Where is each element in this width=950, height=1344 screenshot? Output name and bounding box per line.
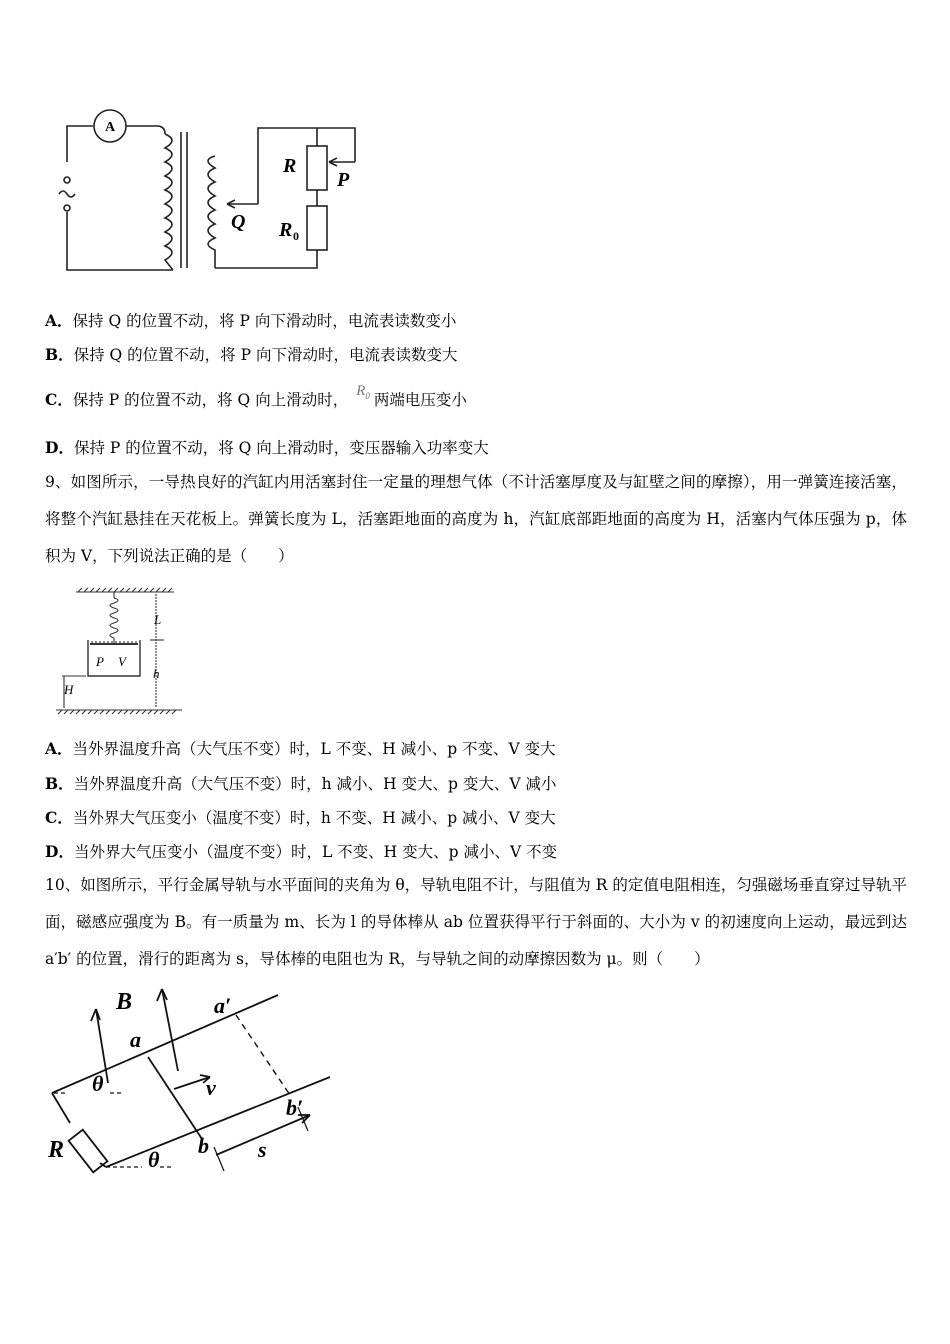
q10-stem: 10、如图所示，平行金属导轨与水平面间的夹角为 θ，导轨电阻不计，与阻值为 R 的定值电阻相连，匀强磁场垂直穿过导轨平面，磁感应强度为 B。有一质量为 m、长为 l 的导体棒从 ab 位置获得平行于斜面的、大小为 v 的初速度向上运动，最远到达 a′b′ 的位置，滑行的距离为 s，导体棒的电阻也为 R，与导轨之间的动摩擦因数为 μ。则（ ） xyxy=(45,876,907,968)
transformer-circuit-figure xyxy=(45,100,375,285)
label-b-prime: b′ xyxy=(286,1095,304,1120)
r-label: R xyxy=(283,155,297,177)
hanging-cylinder-figure xyxy=(52,584,192,718)
label-L: L xyxy=(154,612,162,627)
q8-option-c: C．保持 P 的位置不动，将 Q 向上滑动时， $R_0$ 两端电压变小 xyxy=(45,383,467,409)
label-B: B xyxy=(116,989,133,1015)
r0-symbol: $R_0$ xyxy=(356,383,370,401)
q8-option-d: D．保持 P 的位置不动，将 Q 向上滑动时，变压器输入功率变大 xyxy=(45,438,489,457)
label-P: P xyxy=(96,654,104,669)
q9-stem: 9、如图所示，一导热良好的汽缸内用活塞封住一定量的理想气体（不计活塞厚度及与缸壁之间的摩擦），用一弹簧连接活塞，将整个汽缸悬挂在天花板上。弹簧长度为 L，活塞距地面的高度为 h，汽缸底部距地面的高度为 H，活塞内气体压强为 p，体积为 V，下列说法正确的是（ ） xyxy=(45,473,907,565)
label-v: v xyxy=(206,1075,216,1100)
label-a-prime: a′ xyxy=(214,993,232,1018)
q9-option-a: A．当外界温度升高（大气压不变）时，L 不变、H 减小、p 不变、V 变大 xyxy=(45,739,556,758)
label-H: H xyxy=(64,682,74,697)
label-theta-top: θ xyxy=(92,1071,104,1096)
q9-option-c: C．当外界大气压变小（温度不变）时，h 不变、H 减小、p 减小、V 变大 xyxy=(45,808,556,827)
label-R: R xyxy=(48,1137,65,1163)
p-label: P xyxy=(337,169,350,191)
label-a: a xyxy=(130,1027,141,1052)
r0-label: R xyxy=(279,219,293,241)
q8-option-b: B．保持 Q 的位置不动，将 P 向下滑动时，电流表读数变大 xyxy=(45,345,458,364)
label-s: s xyxy=(258,1137,267,1162)
label-theta-bottom: θ xyxy=(148,1147,160,1172)
label-b: b xyxy=(198,1133,209,1158)
label-V: V xyxy=(118,654,126,669)
q9-option-b: B．当外界温度升高（大气压不变）时，h 减小、H 变大、p 变大、V 减小 xyxy=(45,774,557,793)
q8-option-a: A．保持 Q 的位置不动，将 P 向下滑动时，电流表读数变小 xyxy=(45,311,457,330)
ammeter-label: A xyxy=(104,120,116,135)
q9-option-d: D．当外界大气压变小（温度不变）时，L 不变、H 变大、p 减小、V 不变 xyxy=(45,842,558,861)
inclined-rails-figure xyxy=(40,985,340,1195)
r0-subscript: 0 xyxy=(293,229,299,243)
label-h: h xyxy=(153,666,160,681)
q-label: Q xyxy=(231,211,246,233)
